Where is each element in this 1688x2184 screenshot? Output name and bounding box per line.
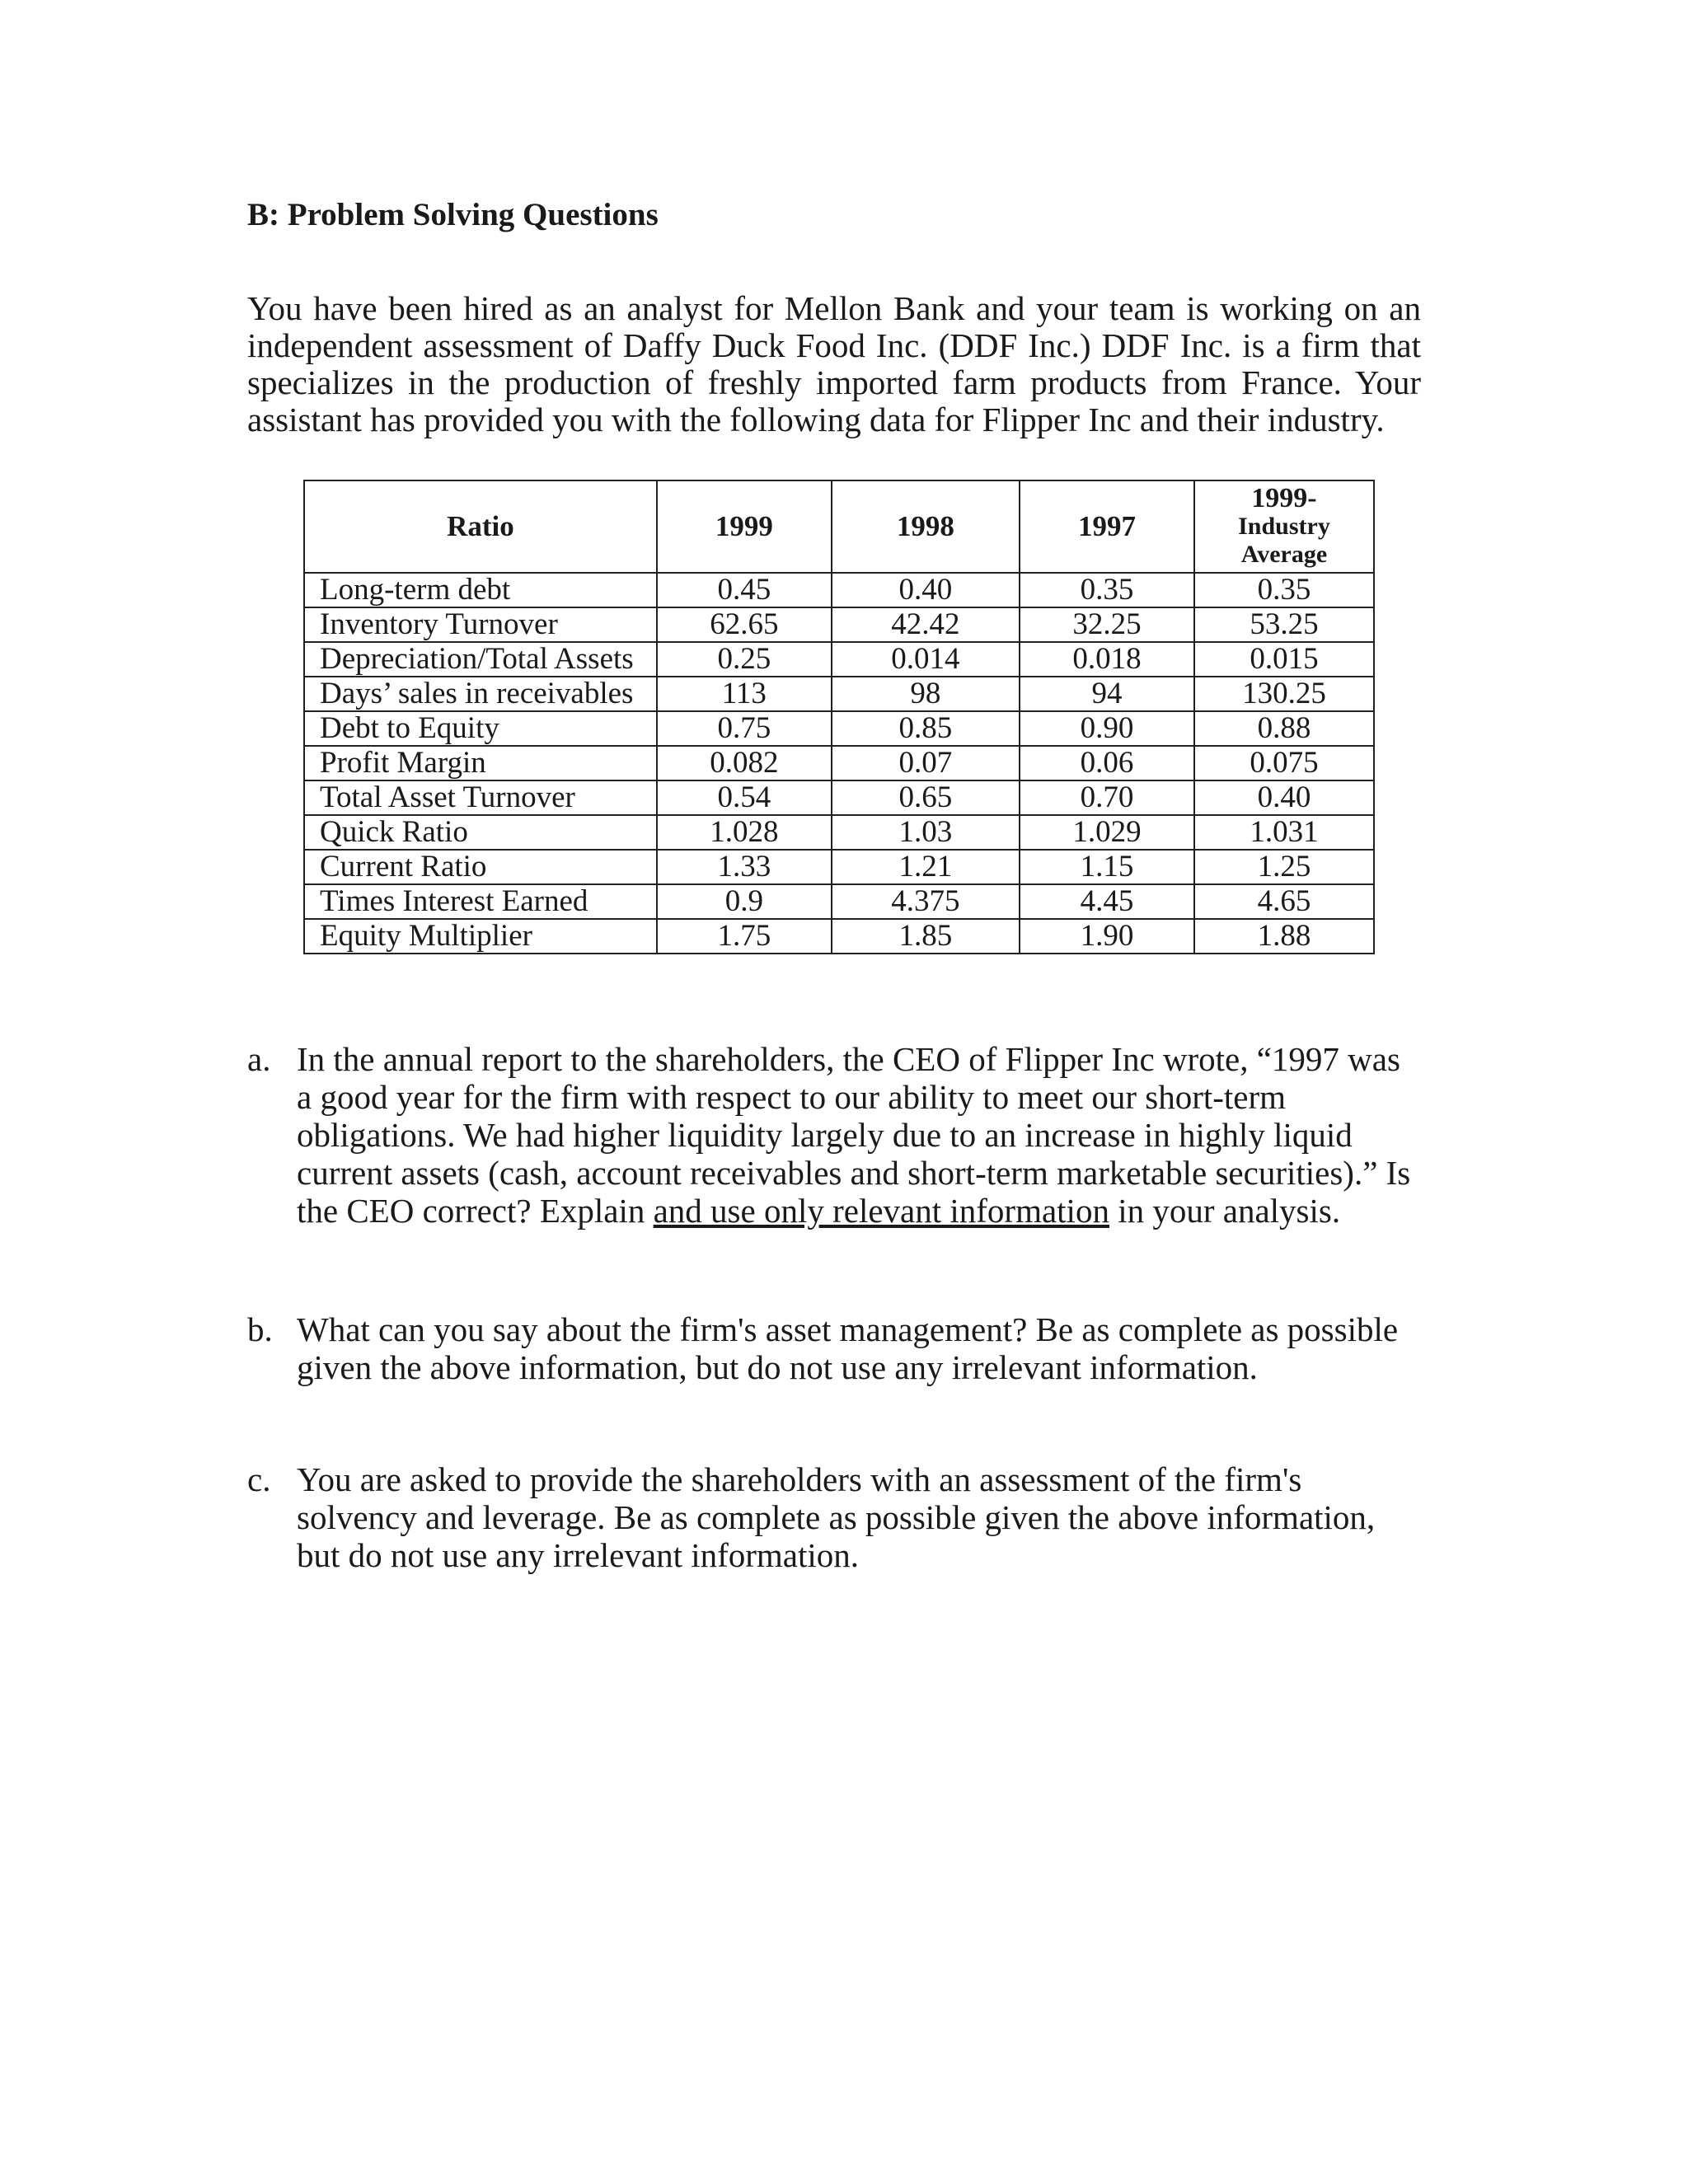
table-row: [304, 780, 1374, 815]
value-1998-cell: 4.375: [832, 884, 1020, 919]
table-row: [304, 884, 1374, 919]
header-ratio: Ratio: [304, 480, 657, 573]
question-text: What can you say about the firm's asset management? Be as complete as possible given the above information, but do not use any irrelevant information.: [297, 1310, 1399, 1386]
ratio-name-cell: Long-term debt: [304, 573, 657, 607]
value-1997-cell: 1.15: [1020, 850, 1194, 884]
value-1997-cell: 1.90: [1020, 919, 1194, 954]
ratio-table: [303, 480, 1375, 954]
value-1998-cell: 1.85: [832, 919, 1020, 954]
value-1998-cell: 42.42: [832, 607, 1020, 642]
question-letter: c.: [247, 1460, 271, 1498]
value-1997-cell: 94: [1020, 677, 1194, 711]
header-industry-average: [1194, 480, 1374, 573]
value-1998-cell: 1.03: [832, 815, 1020, 850]
value-1997-cell: 1.029: [1020, 815, 1194, 850]
ratio-name-cell: Debt to Equity: [304, 711, 657, 746]
industry-average-cell: 4.65: [1194, 884, 1374, 919]
table-row: [304, 711, 1374, 746]
header-1997: 1997: [1020, 480, 1194, 573]
table-row: [304, 677, 1374, 711]
industry-average-cell: 0.40: [1194, 780, 1374, 815]
value-1998-cell: 1.21: [832, 850, 1020, 884]
question-b: [247, 1310, 1418, 1386]
table-row: [304, 642, 1374, 677]
question-a-underlined: and use only relevant information: [653, 1192, 1109, 1230]
ratio-name-cell: Quick Ratio: [304, 815, 657, 850]
header-average-label: Average: [1240, 541, 1328, 568]
value-1997-cell: 4.45: [1020, 884, 1194, 919]
question-a: [247, 1040, 1418, 1230]
table-row: [304, 573, 1374, 607]
value-1999-cell: 1.33: [657, 850, 832, 884]
question-a-text: In the annual report to the shareholders, the CEO of Flipper Inc wrote, “1997 was a good year for the firm with respect to our ability to meet our short-term obligations. We had higher liquidity largely due to an increase in highly liquid current assets (cash, account receivables and short-term marketable securities).” Is the CEO correct? Explain: [297, 1040, 1411, 1230]
value-1999-cell: 0.54: [657, 780, 832, 815]
industry-average-cell: 0.015: [1194, 642, 1374, 677]
ratio-name-cell: Current Ratio: [304, 850, 657, 884]
value-1999-cell: 113: [657, 677, 832, 711]
ratio-name-cell: Profit Margin: [304, 746, 657, 780]
industry-average-cell: 0.88: [1194, 711, 1374, 746]
ratio-name-cell: Equity Multiplier: [304, 919, 657, 954]
value-1998-cell: 0.40: [832, 573, 1020, 607]
value-1999-cell: 0.45: [657, 573, 832, 607]
value-1999-cell: 0.25: [657, 642, 832, 677]
table-row: [304, 919, 1374, 954]
question-text: You are asked to provide the shareholders with an assessment of the firm's solvency and leverage. Be as complete as possible given the above information, but do not use any irrelevant information.: [297, 1460, 1376, 1574]
question-letter: b.: [247, 1310, 273, 1348]
header-industry-label: Industry: [1238, 513, 1330, 540]
value-1997-cell: 0.06: [1020, 746, 1194, 780]
industry-average-cell: 0.075: [1194, 746, 1374, 780]
table-row: [304, 850, 1374, 884]
value-1999-cell: 1.028: [657, 815, 832, 850]
ratio-name-cell: Inventory Turnover: [304, 607, 657, 642]
value-1999-cell: 1.75: [657, 919, 832, 954]
question-a-text-end: in your analysis.: [1109, 1192, 1341, 1230]
value-1998-cell: 98: [832, 677, 1020, 711]
value-1997-cell: 0.35: [1020, 573, 1194, 607]
industry-average-cell: 1.031: [1194, 815, 1374, 850]
question-text: [297, 1040, 1418, 1230]
section-heading: B: Problem Solving Questions: [247, 197, 659, 232]
industry-average-cell: 1.88: [1194, 919, 1374, 954]
value-1998-cell: 0.85: [832, 711, 1020, 746]
value-1998-cell: 0.65: [832, 780, 1020, 815]
industry-average-cell: 53.25: [1194, 607, 1374, 642]
header-1999: 1999: [657, 480, 832, 573]
value-1999-cell: 0.75: [657, 711, 832, 746]
value-1997-cell: 0.90: [1020, 711, 1194, 746]
ratio-name-cell: Times Interest Earned: [304, 884, 657, 919]
ratio-name-cell: Days’ sales in receivables: [304, 677, 657, 711]
value-1997-cell: 0.018: [1020, 642, 1194, 677]
ratio-name-cell: Total Asset Turnover: [304, 780, 657, 815]
table-row: [304, 746, 1374, 780]
value-1999-cell: 0.082: [657, 746, 832, 780]
intro-paragraph: You have been hired as an analyst for Mellon Bank and your team is working on an independent assessment of Daffy Duck Food Inc. (DDF Inc.) DDF Inc. is a firm that specializes in the production of freshly imported farm products from France. Your assistant has provided you with the following data for Flipper Inc and their industry.: [247, 289, 1421, 438]
industry-average-cell: 1.25: [1194, 850, 1374, 884]
header-industry-year: 1999-: [1251, 483, 1317, 513]
value-1999-cell: 62.65: [657, 607, 832, 642]
header-1998: 1998: [832, 480, 1020, 573]
question-letter: a.: [247, 1040, 271, 1078]
ratio-name-cell: Depreciation/Total Assets: [304, 642, 657, 677]
industry-average-cell: 0.35: [1194, 573, 1374, 607]
value-1998-cell: 0.07: [832, 746, 1020, 780]
value-1997-cell: 0.70: [1020, 780, 1194, 815]
value-1999-cell: 0.9: [657, 884, 832, 919]
table-header-row: [304, 480, 1374, 573]
table-body: [304, 573, 1374, 954]
value-1998-cell: 0.014: [832, 642, 1020, 677]
value-1997-cell: 32.25: [1020, 607, 1194, 642]
table-row: [304, 815, 1374, 850]
question-c: [247, 1460, 1418, 1574]
industry-average-cell: 130.25: [1194, 677, 1374, 711]
table-row: [304, 607, 1374, 642]
